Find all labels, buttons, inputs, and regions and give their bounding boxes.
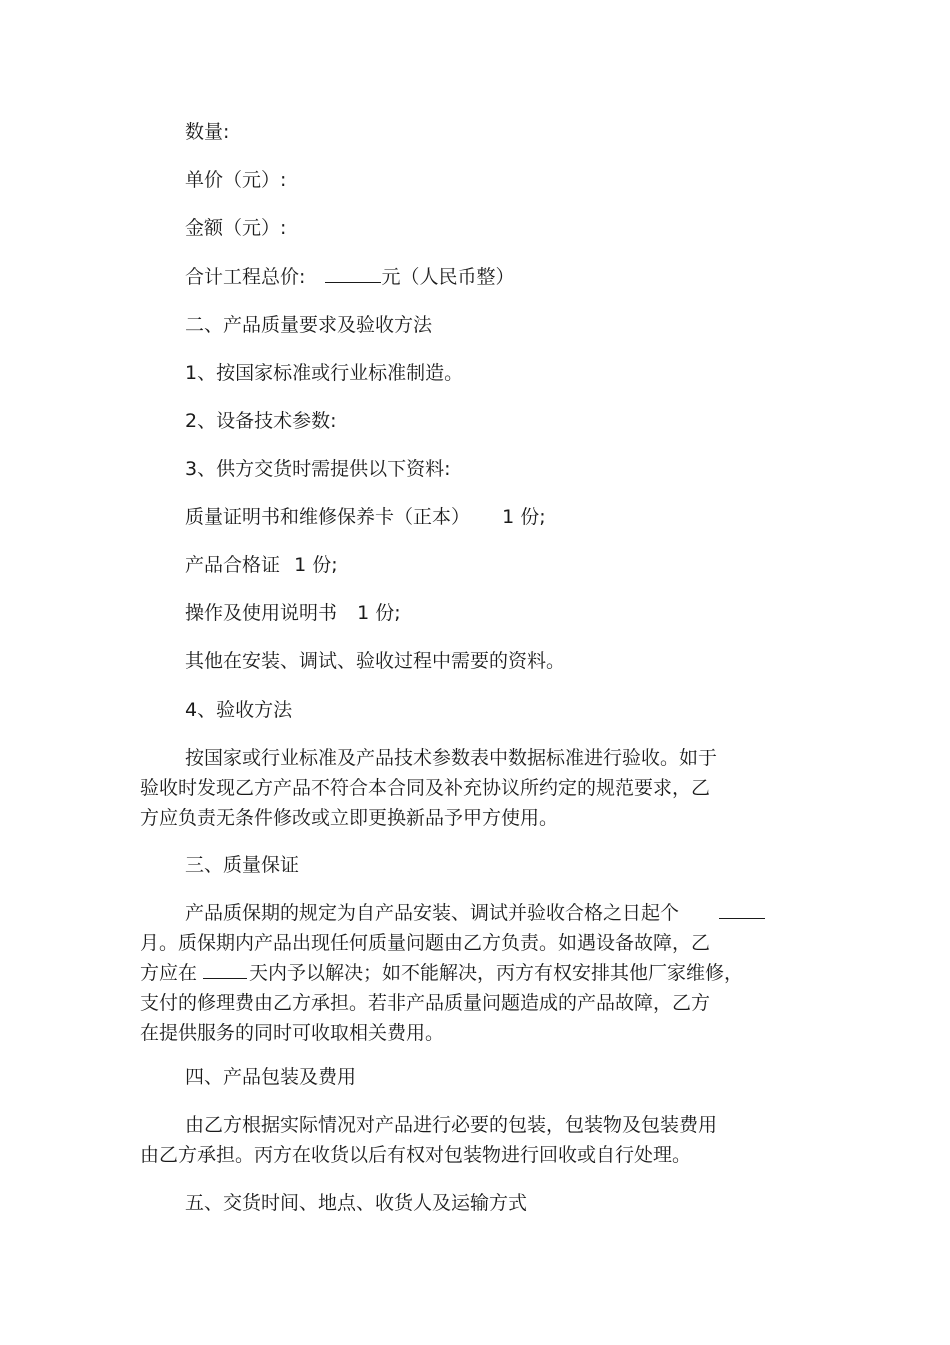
warranty-line-1-text: 产品质保期的规定为自产品安装、调试并验收合格之日起个: [185, 902, 680, 924]
warranty-days-blank: [203, 960, 247, 979]
item-1: [185, 361, 463, 385]
document-3-name: 操作及使用说明书: [185, 602, 338, 624]
section-2-title: 二、产品质量要求及验收方法: [185, 314, 433, 336]
amount-label: 金额（元）:: [185, 217, 287, 239]
item-2: [185, 409, 337, 433]
section-4-title: 四、产品包装及费用: [185, 1066, 357, 1088]
acceptance-line-3: 方应负责无条件修改或立即更换新品予甲方使用。: [140, 807, 559, 829]
total-price-unit: 元（人民币整）: [381, 266, 515, 288]
amount-line: [185, 216, 286, 240]
item-4-text: 4、验收方法: [185, 699, 293, 721]
section-3-title: 三、质量保证: [185, 854, 300, 876]
section-3-heading: [185, 853, 299, 877]
acceptance-line-1: 按国家或行业标准及产品技术参数表中数据标准进行验收。如于: [185, 747, 718, 769]
unit-price-label: 单价（元）:: [185, 169, 287, 191]
section-4-heading: [185, 1065, 356, 1089]
item-3: [185, 457, 451, 481]
document-3-qty: 1 份;: [357, 602, 401, 624]
document-3: [185, 601, 401, 625]
section-5-heading: [185, 1191, 527, 1215]
item-2-text: 2、设备技术参数:: [185, 410, 337, 432]
quantity-label: 数量:: [185, 121, 230, 143]
document-2-qty: 1 份;: [294, 554, 338, 576]
total-price-line: [185, 264, 514, 289]
warranty-line-3-end: 天内予以解决；如不能解决，丙方有权安排其他厂家维修，: [249, 962, 744, 984]
acceptance-line-2: 验收时发现乙方产品不符合本合同及补充协议所约定的规范要求，乙: [140, 777, 711, 799]
document-2: [185, 553, 338, 577]
document-1-name: 质量证明书和维修保养卡（正本）: [185, 506, 471, 528]
item-3-text: 3、供方交货时需提供以下资料:: [185, 458, 451, 480]
total-price-blank: [325, 264, 381, 283]
item-4: [185, 698, 292, 722]
document-1-qty: 1 份;: [502, 506, 546, 528]
document-4: [185, 649, 565, 673]
total-price-label: 合计工程总价:: [185, 266, 306, 288]
warranty-line-5: 在提供服务的同时可收取相关费用。: [140, 1022, 445, 1044]
packaging-line-1: 由乙方根据实际情况对产品进行必要的包装，包装物及包装费用: [185, 1114, 718, 1136]
packaging-paragraph: [140, 1110, 780, 1170]
warranty-line-1: [140, 898, 780, 928]
document-1: [185, 505, 546, 529]
document-2-name: 产品合格证: [185, 554, 281, 576]
warranty-line-2: 月。质保期内产品出现任何质量问题由乙方负责。如遇设备故障，乙: [140, 932, 711, 954]
document-4-text: 其他在安装、调试、验收过程中需要的资料。: [185, 650, 566, 672]
warranty-months-blank: [719, 900, 765, 919]
packaging-line-2: 由乙方承担。丙方在收货以后有权对包装物进行回收或自行处理。: [140, 1144, 692, 1166]
section-2-heading: [185, 313, 432, 337]
warranty-paragraph: [140, 898, 780, 1048]
warranty-line-4: 支付的修理费由乙方承担。若非产品质量问题造成的产品故障，乙方: [140, 992, 711, 1014]
item-1-text: 1、按国家标准或行业标准制造。: [185, 362, 464, 384]
acceptance-paragraph: [140, 743, 780, 833]
section-5-title: 五、交货时间、地点、收货人及运输方式: [185, 1192, 528, 1214]
warranty-line-3: [140, 958, 780, 988]
quantity-line: [185, 120, 229, 144]
warranty-line-3-start: 方应在: [140, 962, 198, 984]
unit-price-line: [185, 168, 286, 192]
